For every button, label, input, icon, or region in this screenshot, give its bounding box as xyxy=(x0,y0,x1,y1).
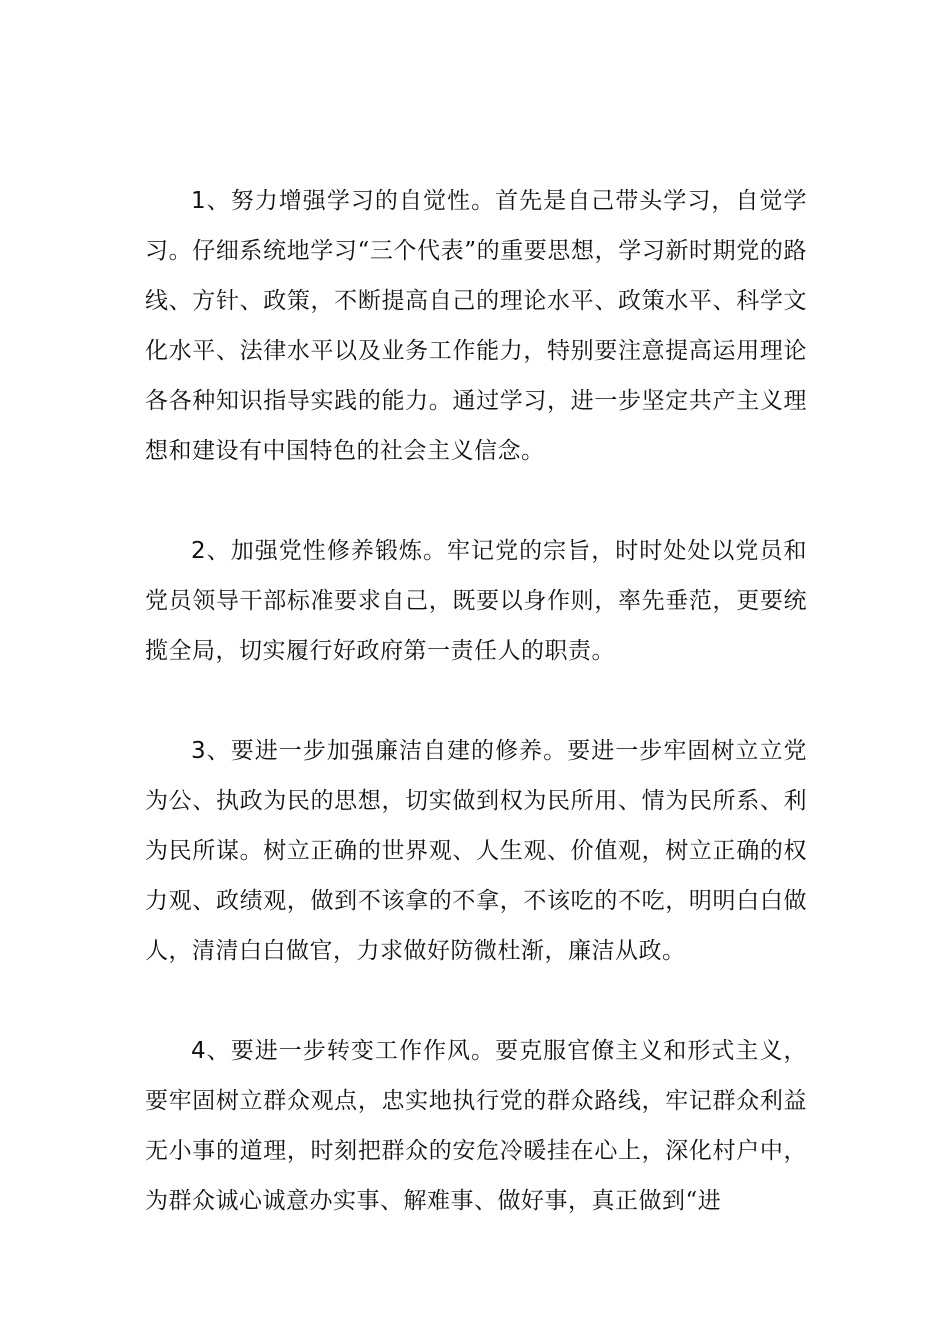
paragraph-text: 、加强党性修养锻炼。牢记党的宗旨，时时处处以党员和党员领导干部标准要求自己，既要以身作则，率先垂范，更要统揽全局，切实履行好政府第一责任人的职责。 xyxy=(145,538,807,664)
paragraph-1 xyxy=(145,176,807,476)
paragraph-4 xyxy=(145,1026,807,1226)
paragraph-2 xyxy=(145,526,807,676)
document-body xyxy=(145,176,807,1226)
paragraph-number: 3 xyxy=(191,738,207,764)
paragraph-text: 、要进一步加强廉洁自建的修养。要进一步牢固树立立党为公、执政为民的思想，切实做到权为民所用、情为民所系、利为民所谋。树立正确的世界观、人生观、价值观，树立正确的权力观、政绩观，做到不该拿的不拿，不该吃的不吃，明明白白做人，清清白白做官，力求做好防微杜渐，廉洁从政。 xyxy=(145,738,807,964)
paragraph-text: 、努力增强学习的自觉性。首先是自己带头学习，自觉学习。仔细系统地学习“三个代表”的重要思想，学习新时期党的路线、方针、政策，不断提高自己的理论水平、政策水平、科学文化水平、法律水平以及业务工作能力，特别要注意提高运用理论各各种知识指导实践的能力。通过学习，进一步坚定共产主义理想和建设有中国特色的社会主义信念。 xyxy=(145,188,807,464)
paragraph-text: 、要进一步转变工作作风。要克服官僚主义和形式主义，要牢固树立群众观点，忠实地执行党的群众路线，牢记群众利益无小事的道理，时刻把群众的安危冷暖挂在心上，深化村户中，为群众诚心诚意办实事、解难事、做好事，真正做到“进 xyxy=(145,1038,807,1214)
paragraph-number: 4 xyxy=(191,1038,207,1064)
paragraph-3 xyxy=(145,726,807,976)
paragraph-number: 1 xyxy=(191,188,207,214)
paragraph-number: 2 xyxy=(191,538,207,564)
